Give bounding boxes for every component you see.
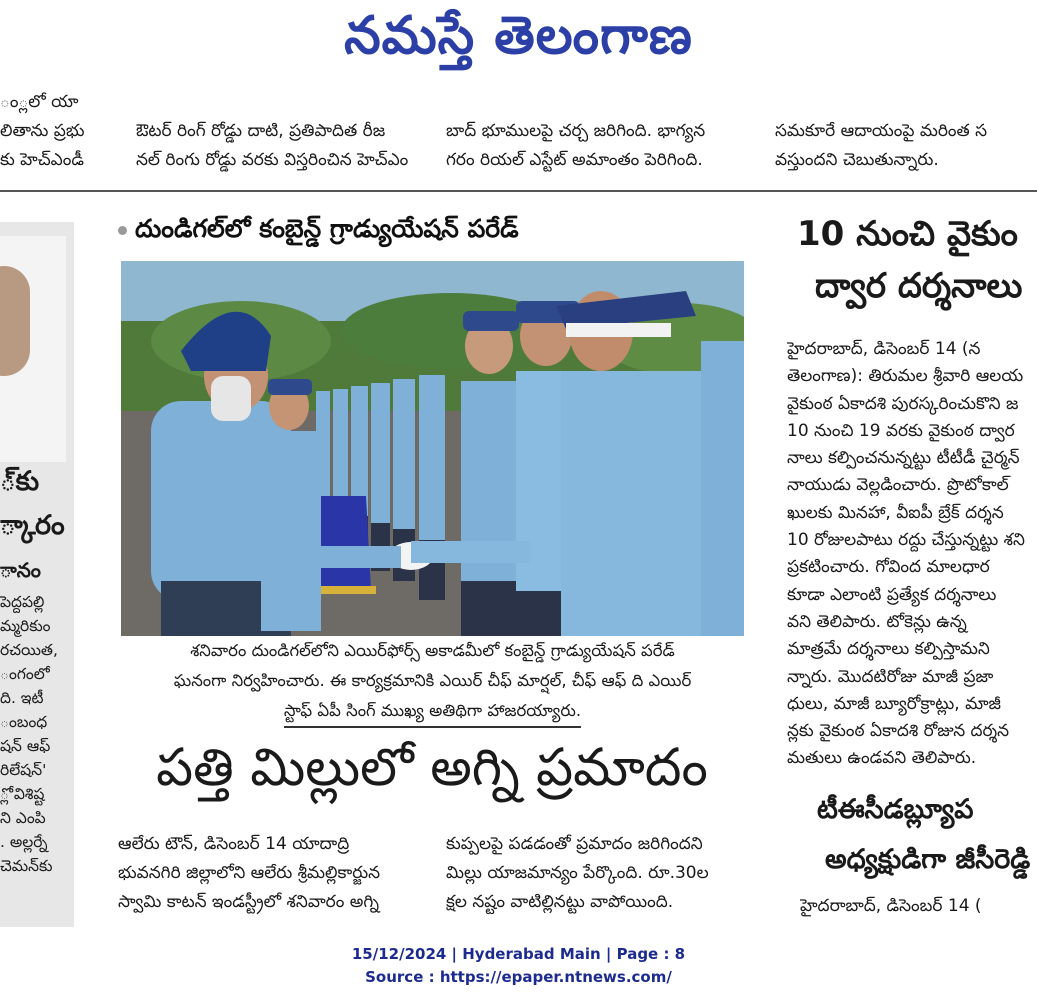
- text-line: సమకూరే ఆదాయంపై మరింత స: [775, 121, 988, 141]
- text-line: ని ఎంపి: [0, 809, 46, 827]
- footer-source-line: Source : https://epaper.ntnews.com/: [365, 968, 672, 986]
- top-strip-col2: [136, 117, 428, 175]
- photo-kicker-text: దుండిగల్‌లో కంబైన్డ్ గ్రాడ్యుయేషన్ పరేడ్: [135, 214, 519, 243]
- text-line: తెలంగాణ): తిరుమల శ్రీవారి ఆలయ: [787, 366, 1024, 387]
- text-line: వని తెలిపారు. టోకెన్లు ఉన్న: [787, 611, 967, 632]
- section-divider: [0, 190, 1037, 192]
- text-line: వైకుంఠ ఏకాదశి పురస్కరించుకొని జ: [787, 393, 1019, 414]
- caption-line: ఘనంగా నిర్వహించారు. ఈ కార్యక్రమానికి ఎయిర్ చీఫ్ మార్షల్, చీఫ్ ఆఫ్ ది ఎయిర్: [173, 671, 692, 690]
- top-strip-col1: [0, 88, 122, 175]
- text-line: ఆలేరు టౌన్, డిసెంబర్ 14 యాదాద్రి: [118, 834, 350, 854]
- text-line: . అల్లర్నే: [0, 833, 48, 851]
- top-strip-col4: [775, 117, 1037, 175]
- masthead: [0, 0, 1037, 80]
- right-headline-3: టీఈసీడబ్ల్యూప: [817, 794, 974, 825]
- parade-photo-illustration: [121, 261, 744, 636]
- left-headline-3: ానం: [0, 558, 41, 582]
- text-line: ధులు, మాజీ బ్యూరోక్రాట్లు, మాజీ: [787, 693, 1001, 714]
- left-headline-2: ్కారం: [0, 510, 65, 541]
- caption-line: శనివారం దుండిగల్‌లోని ఎయిర్‌ఫోర్స్ అకాడమీలో కంబైన్డ్ గ్రాడ్యుయేషన్ పరేడ్: [190, 641, 675, 660]
- text-line: కు హెచ్ఎండీ: [0, 150, 84, 170]
- top-strip-col3: [446, 117, 751, 175]
- text-line: బాద్ భూములపై చర్చ జరిగింది. భాగ్యన: [446, 121, 706, 141]
- right-story-body: [787, 336, 1037, 773]
- text-line: మిల్లు యాజమాన్యం పేర్కొంది. రూ.30ల: [446, 863, 709, 883]
- portrait-photo: [0, 236, 66, 462]
- text-line: 10 రోజులపాటు రద్దు చేస్తున్నట్టు శని: [787, 530, 1025, 551]
- fire-col2: [446, 830, 751, 917]
- text-line: 10 నుంచి 19 వరకు వైకుంఠ ద్వార: [787, 420, 1015, 441]
- text-line: షన్ ఆఫ్: [0, 737, 51, 755]
- text-line: భువనగిరి జిల్లాలోని ఆలేరు శ్రీమల్లికార్జున: [118, 863, 381, 883]
- text-line: మ్మరికుం: [0, 617, 51, 635]
- text-line: కూడా ఎలాంటి ప్రత్యేక దర్శనాలు: [787, 584, 997, 605]
- text-line: పెద్దపల్లి: [0, 593, 45, 611]
- text-line: రిలేషన్': [0, 761, 47, 779]
- text-line: నాలు కల్పించనున్నట్టు టీటీడీ చైర్మన్: [787, 448, 1020, 469]
- text-line: నాయుడు వెల్లడించారు. ప్రొటోకాల్: [787, 475, 1009, 496]
- text-line: మాత్రమే దర్శనాలు కల్పిస్తామని: [787, 639, 990, 660]
- text-line: ఔటర్ రింగ్ రోడ్డు దాటి, ప్రతిపాదిత రీజ: [136, 121, 386, 141]
- text-line: గరం రియల్ ఎస్టేట్ అమాంతం పెరిగింది.: [446, 150, 703, 170]
- portrait-face-shape: [0, 266, 30, 376]
- text-line: వస్తుందని చెబుతున్నారు.: [775, 150, 939, 170]
- text-line: ఖులకు మినహా, వీఐపీ బ్రేక్ దర్శన: [787, 502, 1004, 523]
- text-line: లితాను ప్రభు: [0, 121, 85, 141]
- left-column-body: [0, 590, 72, 878]
- photo-caption: [121, 636, 744, 728]
- right-headline-1: 10 నుంచి వైకుం: [797, 214, 1018, 254]
- text-line: ంబంధ: [0, 713, 48, 731]
- text-line: ్లో విశిష్ట: [0, 785, 45, 803]
- right-story-last-line: హైదరాబాద్, డిసెంబర్ 14 (: [800, 896, 982, 916]
- fire-col1: [118, 830, 423, 917]
- text-line: ది. ఇటీ: [0, 689, 44, 707]
- text-line: చెమన్‌కు: [0, 857, 53, 875]
- footer-date-line: 15/12/2024 | Hyderabad Main | Page : 8: [351, 945, 686, 963]
- text-line: రచయిత,: [0, 641, 58, 659]
- text-line: న్నారు. మొదటిరోజు మాజీ ప్రజా: [787, 666, 994, 687]
- caption-line: స్టాఫ్ ఏపీ సింగ్ ముఖ్య అతిథిగా హాజరయ్యారు.: [284, 696, 581, 728]
- right-headline-2: ద్వార దర్శనాలు: [815, 266, 1023, 306]
- right-headline-4: అధ్యక్షుడిగా జీసీరెడ్డి: [825, 844, 1031, 875]
- text-line: హైదరాబాద్, డిసెంబర్ 14 (న: [787, 339, 981, 359]
- text-line: ం్లలో యా: [0, 92, 79, 112]
- left-headline-1: ్‌కు: [0, 466, 40, 497]
- text-line: కుప్పలపై పడడంతో ప్రమాదం జరిగిందని: [446, 834, 703, 854]
- photo-kicker: [118, 214, 519, 250]
- parade-photo: [121, 261, 744, 636]
- text-line: ప్రకటించారు. గోవింద మాలధార: [787, 557, 990, 578]
- masthead-title: నమస్తే తెలంగాణ: [344, 6, 693, 66]
- text-line: క్షల నష్టం వాటిల్లినట్టు వాపోయింది.: [446, 892, 674, 912]
- text-line: న్లకు వైకుంఠ ఏకాదశి రోజున దర్శన: [787, 721, 1010, 742]
- fire-headline: పత్తి మిల్లులో అగ్ని ప్రమాదం: [156, 738, 708, 798]
- text-line: స్వామి కాటన్ ఇండస్ట్రీలో శనివారం అగ్ని: [118, 892, 379, 912]
- text-line: మతులు ఉండవని తెలిపారు.: [787, 748, 977, 769]
- text-line: ంగంలో: [0, 665, 50, 683]
- text-line: నల్ రింగు రోడ్డు వరకు విస్తరించిన హెచ్ఎం: [136, 150, 409, 170]
- bullet-icon: [118, 226, 127, 235]
